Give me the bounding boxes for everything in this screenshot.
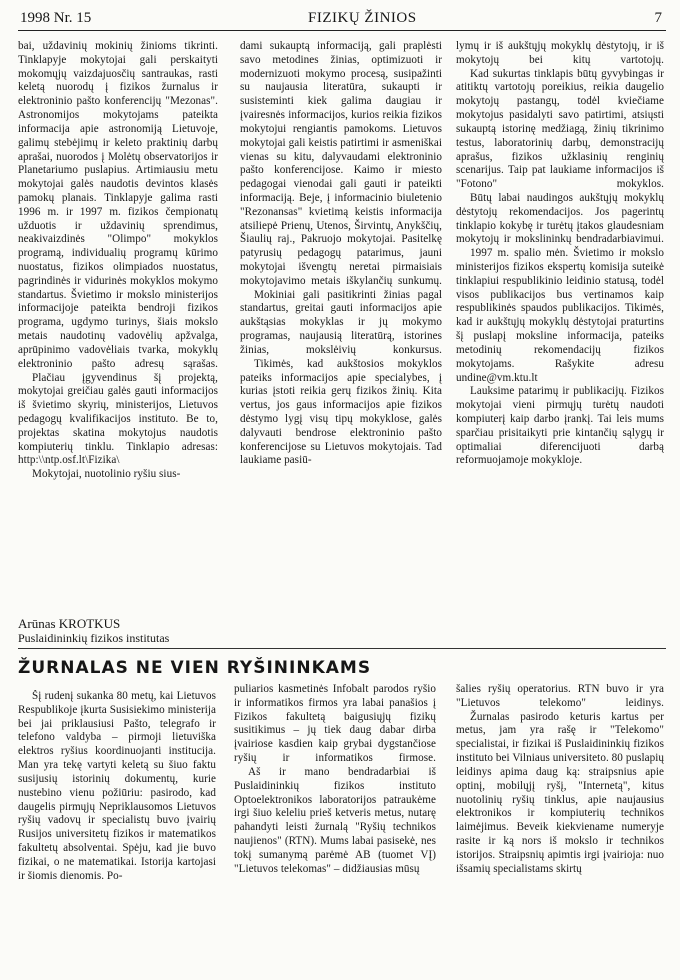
article2-column-1	[18, 690, 216, 974]
paragraph: šalies ryšių operatorius. RTN buvo ir yra "Lietuvos telekomo" leidinys.	[456, 683, 664, 709]
paragraph: Aš ir mano bendradarbiai iš Puslaidininkių fizikos instituto Optoelektronikos laboratorijos patraukėme irgi šiuo keleliu prieš ketveris metus, nutarę pahandyti leisti žurnalą "Ryšių technikos naujienos" (RTN). Mums labai pasisekė, nes tokį sumanymą parėmė AB (tuomet VĮ) "Lietuvos telekomas" – didžiausias mūsų	[234, 765, 436, 875]
article1-column-1	[18, 40, 218, 598]
page-header	[18, 8, 666, 31]
article2-column-2	[234, 683, 436, 974]
issue-label: 1998 Nr. 15	[20, 10, 92, 26]
article1-column-3	[456, 40, 664, 606]
paragraph: Žurnalas pasirodo keturis kartus per metus, jam yra rašę ir "Telekomo" specialistai, ir fizikai iš Puslaidininkių fizikos instituto bei Vilniaus universiteto. 80 puslapių leidinys apima daug ką: straipsnius apie optinį, mobilųjį ryšį, "Internetą", kitus nuotolinių ryšių tinklus, apie naujausius elektronikos ir kompiuterių technikos laimėjimus. Beveik kiekviename numeryje rasite ir ką nors iš mokslo ir technikos istorijos. Straipsnių apimtis irgi įvairioja: nuo išsamių specialistams skirtų	[456, 710, 664, 875]
paragraph: Plačiau įgyvendinus šį projektą, mokytojai greičiau galės gauti informacijos iš švietimo skyrių, ministerijos, Lietuvos pedagogų kvalifikacijos instituto. Be to, projektas skatina mokytojus naudotis kompiuterių tinklu. Tinklapio adresas: http:\\ntp.osf.lt\Fizika\	[18, 371, 218, 467]
paragraph: dami sukauptą informaciją, gali praplėsti savo metodines žinias, optimizuoti ir modernizuoti mokymo procesą, susipažinti su naujausia literatūra, sukaupti ir susisteminti kiek galima daugiau ir įvairesnės informacijos, kurios reikia fizikos mokytojui rengiantis pamokoms. Lietuvos mokytojai gali keistis patirtimi ir asmeniškai vienas su kitu, dalyvaudami elektroninio pašto konferencijose. Kaimo ir miesto pedagogai vienodai gali gauti ir pateikti informaciją. Beje, į informacinio biuletenio "Rezonansas" kvietimą keistis informacija atsiliepė Prienų, Utenos, Širvintų, Anykščių, Šiaulių raj., Pakruojo mokytojai. Pasitelkę patyrusių pedagogų patarimus, jauni mokytojai išvengtų neretai pirmaisiais mokytojavimo metais iškylančių sunkumų.	[240, 40, 442, 287]
paragraph: Mokiniai gali pasitikrinti žinias pagal standartus, greitai gauti informacijos apie aukštąsias mokyklas ir jų mokymo programas, naujausią literatūrą, istorines žinias, mokslėivių konkursus.	[240, 288, 442, 356]
paragraph: Būtų labai naudingos aukštųjų mokyklų dėstytojų rekomendacijos. Jos pagerintų tinklapio kokybę ir turėtų įtakos glaudesniam mokytojų ir mokslininkų bendradarbiavimui.	[456, 191, 664, 246]
paragraph: 1997 m. spalio mėn. Švietimo ir mokslo ministerijos fizikos ekspertų komisija suteikė tinklapiui respublikinio leidinio statusą, todėl visos publikacijos bus vertinamos kaip respublikinės spaudos publikacijos. Tikimės, kad ir aukštųjų mokyklų dėstytojai praturtins šį puslapį moksline informacija, pateiks metodinių rekomendacijų fizikos mokytojams. Rašykite adresu undine@vm.ktu.lt	[456, 247, 664, 384]
author-institution: Puslaidininkių fizikos institutas	[18, 631, 170, 645]
author-block	[18, 616, 169, 646]
journal-title: FIZIKŲ ŽINIOS	[308, 10, 417, 26]
paragraph: bai, uždavinių mokinių žinioms tikrinti. Tinklapyje mokytojai gali perskaityti mokomųjų vaizdajuosčių santraukas, rasti keletą nuorodų į fizikos žurnalus ir elektroninio pašto konferencijų "Mezonas". Astronomijos mokytojams pateikta informacija apie astronomiją Lietuvoje, galimų stebėjimų ir keleto praktinių darbų aprašai, nuorodos į Molėtų observatorijos ir Planetariumo puslapius. Artimiausiu metu mokytojai galės naudotis devintos klasės pamokų planais. Tinklapyje galima rasti 1996 m. ir 1997 m. fizikos čempionatų užduotis ir uždavinių sprendimus, neakivaizdinės "Olimpo" mokyklos programą, individualių programų kūrimo nuostatus, fizikos olimpiados nuostatus, pagrindinės ir vidurinės mokyklos mokymo standartus. Švietimo ir mokslo ministerijos informacijoje pateikta bendroji fizikos programa, ugdymo turinys, šiais mokslo metais naudotinų vadovėlių apžvalga, aprūpinimo vadovėliais tvarka, mokyklų elektroninio pašto adresų sąrašas.	[18, 40, 218, 370]
article1-column-2	[240, 40, 442, 598]
paragraph: Mokytojai, nuotolinio ryšiu sius-	[32, 468, 181, 481]
article2-column-3	[456, 683, 664, 974]
paragraph: Kad sukurtas tinklapis būtų gyvybingas ir atitiktų vartotojų poreikius, reikia daugelio mokytojų pastangų, todėl kviečiame mokytojus pasidalyti savo patirtimi, atsiųsti sukauptą istorinę medžiagą, žinių tikrinimo testus, laboratorinių darbų, demonstracijų aprašus, fizikos užklasinių renginių scenarijus. Taip pat laukiame informacijos iš "Fotono" mokyklos.	[456, 67, 664, 191]
paragraph: Tikimės, kad aukštosios mokyklos pateiks informacijos apie specialybes, į kurias įstoti reikia gerų fizikos žinių. Kita vertus, jos gaus informacijos apie fizikos dėstymo lygį visų tipų mokyklose, galės dalyvauti bendrose elektroninio pašto konferencijose su Lietuvos mokytojais. Tad laukiame pasiū-	[240, 357, 442, 467]
author-name: Arūnas KROTKUS	[18, 616, 121, 631]
paragraph: Šį rudenį sukanka 80 metų, kai Lietuvos Respublikoje įkurta Susisiekimo ministerija bei jai priklausiusi Pašto, telegrafo ir telefono valdyba – pirmoji lietuviška elektros ryšius koordinuojanti institucija. Man yra tekę vartyti keletą su šiuo faktu susijusių istorinių dokumentų, kurie nustebino vienu požiūriu: pasirodo, kad daugelis pirmųjų Nepriklausomos Lietuvos ryšių vadovų ir specialistų buvo įvairių Rusijos universitetų fizikos ir matematikos fakultetų absolventai. Spėju, kad jie buvo fizikai, o ne matematikai. Istorija kartojasi ir šiomis dienomis. Po-	[18, 690, 216, 882]
article-title: ŽURNALAS NE VIEN RYŠININKAMS	[18, 658, 372, 678]
section-divider	[18, 648, 666, 649]
paragraph: puliarios kasmetinės Infobalt parodos ryšio ir informatikos firmos yra labai panašios į Fizikos fakultetą baigusiųjų fizikų susitikimus – jų tiek daug dabar dirba įvairiose kasdien kaip grybai dygstančiose ryšių ir informatikos firmose.	[234, 683, 436, 765]
paragraph: lymų ir iš aukštųjų mokyklų dėstytojų, ir iš mokytojų bei kitų vartotojų.	[456, 40, 664, 66]
page-number: 7	[654, 10, 662, 26]
paragraph: Lauksime patarimų ir publikacijų. Fizikos mokytojai vieni pirmųjų turėtų naudoti kompiuterį kaip darbo įrankį. Tai leis mums sparčiau prisitaikyti prie kintančių sąlygų ir optimaliai diferencijuoti darbą reformuojamoje mokykloje.	[456, 385, 664, 467]
